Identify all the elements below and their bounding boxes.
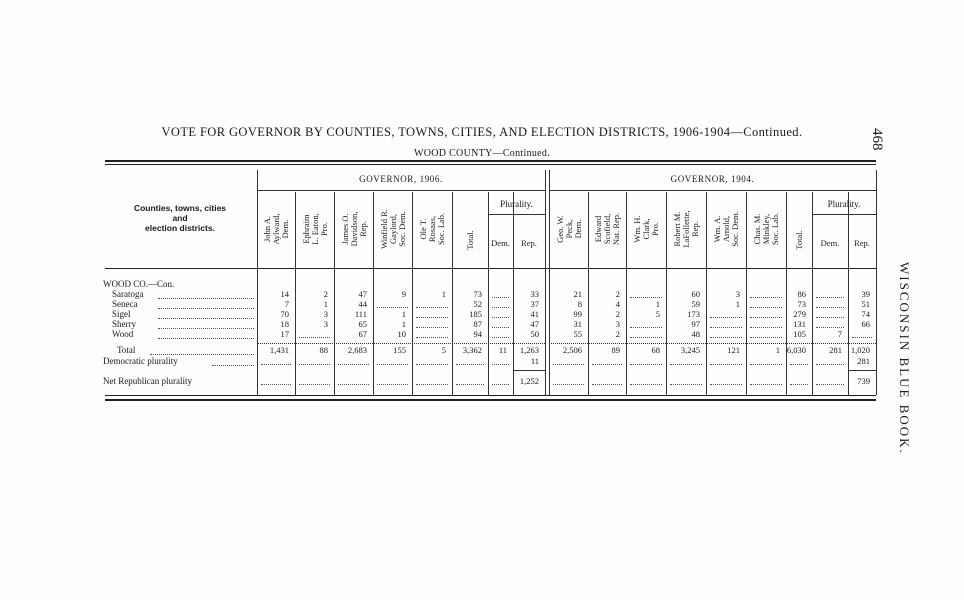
column-header: Ole T. Rosaas, Soc. Lab.	[417, 212, 446, 246]
total-cell: 1,020	[850, 345, 870, 355]
empty-cell-leader	[816, 384, 844, 385]
empty-cell-leader	[630, 327, 662, 328]
dem-plurality-1904: 281	[857, 356, 870, 366]
table-cell: 31	[573, 319, 582, 329]
empty-cell-leader	[710, 337, 742, 338]
empty-cell-leader	[710, 317, 742, 318]
table-cell: 3	[735, 289, 740, 299]
top-rule-2	[105, 164, 876, 165]
empty-cell-leader	[592, 364, 622, 365]
bottom-rule-2	[105, 399, 876, 401]
page-subtitle: WOOD COUNTY—Continued.	[413, 148, 551, 159]
column-divider	[545, 170, 546, 395]
total-cell: 3,362	[462, 345, 482, 355]
table-cell: 44	[358, 299, 367, 309]
empty-cell-leader	[816, 364, 844, 365]
plurality-1906-underline	[488, 214, 545, 215]
top-rule	[105, 160, 876, 162]
table-cell: 1	[655, 299, 660, 309]
empty-cell-leader	[416, 317, 448, 318]
empty-cell-leader	[710, 384, 742, 385]
total-row-name: Total	[117, 345, 136, 355]
net-rep-plurality-name: Net Republican plurality	[103, 376, 192, 386]
empty-cell-leader	[299, 384, 330, 385]
header-bottom-rule	[105, 268, 876, 269]
bottom-rule	[105, 395, 876, 396]
empty-cell-leader	[416, 307, 448, 308]
row-leader	[158, 328, 254, 329]
dem-plurality-1906: 11	[530, 356, 539, 366]
empty-cell-leader	[670, 364, 702, 365]
table-cell: 52	[473, 299, 482, 309]
column-header: Total.	[464, 230, 475, 250]
empty-cell-leader	[553, 384, 584, 385]
plurality-1904-underline	[812, 214, 876, 215]
table-cell: 47	[358, 289, 367, 299]
page-title: VOTE FOR GOVERNOR BY COUNTIES, TOWNS, CITIES, AND ELECTION DISTRICTS, 1906-1904—Continued.	[161, 125, 803, 139]
table-cell: 279	[793, 309, 806, 319]
table-cell: 86	[797, 289, 806, 299]
total-cell: 281	[829, 345, 842, 355]
empty-cell-leader	[299, 364, 330, 365]
row-leader	[158, 298, 254, 299]
total-cell: 3,245	[680, 345, 700, 355]
empty-cell-leader	[710, 327, 742, 328]
empty-cell-leader	[492, 364, 509, 365]
table-cell: 1	[441, 289, 446, 299]
total-cell: 1,263	[519, 345, 539, 355]
empty-cell-leader	[750, 307, 782, 308]
empty-cell-leader	[299, 337, 330, 338]
empty-cell-leader	[816, 327, 844, 328]
table-cell: 1	[401, 309, 406, 319]
table-cell: 7	[284, 299, 289, 309]
empty-cell-leader	[492, 337, 509, 338]
empty-cell-leader	[750, 384, 782, 385]
dem-plurality-leader	[212, 365, 254, 366]
plurality-header-1906: Plurality.	[500, 199, 533, 209]
table-cell: 18	[280, 319, 289, 329]
table-cell: 17	[280, 329, 289, 339]
row-name: Sherry	[112, 319, 136, 329]
column-header: Edward Scofield, Nat. Rep.	[592, 212, 621, 246]
table-cell: 74	[861, 309, 870, 319]
table-cell: 7	[837, 329, 842, 339]
total-cell: 89	[611, 345, 620, 355]
net-rep-1904: 739	[857, 376, 870, 386]
empty-cell-leader	[456, 364, 484, 365]
table-cell: 105	[793, 329, 806, 339]
table-cell: 3	[615, 319, 620, 329]
empty-cell-leader	[492, 297, 509, 298]
column-header: Wm. A. Arnold, Soc. Dem.	[711, 211, 740, 247]
table-cell: 73	[473, 289, 482, 299]
dem-plurality-name: Democratic plurality	[103, 356, 178, 366]
total-cell: 88	[319, 345, 328, 355]
empty-cell-leader	[816, 297, 844, 298]
table-cell: 131	[793, 319, 806, 329]
empty-cell-leader	[852, 337, 872, 338]
table-cell: 8	[577, 299, 582, 309]
county-label: WOOD CO.—Con.	[103, 279, 175, 289]
table-cell: 94	[473, 329, 482, 339]
empty-cell-leader	[338, 384, 369, 385]
table-cell: 185	[469, 309, 482, 319]
column-header: John A. Aylward, Dem.	[261, 213, 290, 245]
empty-cell-leader	[670, 384, 702, 385]
column-divider	[876, 170, 877, 395]
total-rule-1904	[549, 343, 876, 344]
table-cell: 55	[573, 329, 582, 339]
column-header: James O. Davidson, Rep.	[339, 211, 367, 247]
table-cell: 2	[323, 289, 328, 299]
running-head: WISCONSIN BLUE BOOK.	[897, 262, 912, 455]
group-1904-underline	[549, 190, 876, 191]
row-leader	[158, 318, 254, 319]
empty-cell-leader	[492, 384, 509, 385]
table-cell: 3	[323, 319, 328, 329]
total-cell: 6,030	[786, 345, 806, 355]
column-header: Total.	[793, 230, 804, 250]
empty-cell-leader	[750, 317, 782, 318]
total-leader	[150, 354, 254, 355]
empty-cell-leader	[492, 307, 509, 308]
empty-cell-leader	[750, 337, 782, 338]
column-header: Rep.	[854, 238, 870, 248]
empty-cell-leader	[630, 384, 662, 385]
column-header: Wm. H. Clark, Pro.	[631, 215, 660, 243]
empty-cell-leader	[338, 364, 369, 365]
empty-cell-leader	[710, 364, 742, 365]
plurality-header-1904: Plurality.	[827, 199, 861, 209]
table-cell: 59	[691, 299, 700, 309]
empty-cell-leader	[816, 317, 844, 318]
table-cell: 51	[861, 299, 870, 309]
empty-cell-leader	[261, 384, 291, 385]
table-cell: 3	[323, 309, 328, 319]
column-header: Dem.	[820, 238, 840, 248]
table-cell: 60	[691, 289, 700, 299]
column-header: Geo. W. Peck, Dem.	[554, 215, 582, 243]
row-leader	[158, 308, 254, 309]
empty-cell-leader	[456, 384, 484, 385]
total-cell: 1,431	[269, 345, 289, 355]
row-name: Saratoga	[112, 289, 144, 299]
column-header: Robert M. LaFollette, Rep.	[671, 210, 700, 248]
column-header: Chas. M. Minkley, Soc. Lab.	[751, 212, 780, 246]
table-cell: 9	[401, 289, 406, 299]
plurality-sum-rule-1906	[513, 370, 545, 371]
table-cell: 1	[401, 319, 406, 329]
total-cell: 2,683	[347, 345, 367, 355]
total-cell: 121	[727, 345, 740, 355]
empty-cell-leader	[750, 297, 782, 298]
empty-cell-leader	[592, 384, 622, 385]
table-cell: 2	[615, 289, 620, 299]
group-header-1906: GOVERNOR, 1906.	[359, 174, 443, 184]
table-cell: 97	[691, 319, 700, 329]
empty-cell-leader	[416, 327, 448, 328]
table-cell: 67	[358, 329, 367, 339]
empty-cell-leader	[750, 364, 782, 365]
table-cell: 48	[691, 329, 700, 339]
column-header: Dem.	[491, 238, 510, 248]
table-cell: 70	[280, 309, 289, 319]
table-cell: 47	[530, 319, 539, 329]
table-cell: 14	[280, 289, 289, 299]
table-cell: 66	[861, 319, 870, 329]
empty-cell-leader	[790, 384, 808, 385]
empty-cell-leader	[492, 327, 509, 328]
table-cell: 2	[615, 329, 620, 339]
table-cell: 39	[861, 289, 870, 299]
empty-cell-leader	[492, 317, 509, 318]
table-cell: 21	[573, 289, 582, 299]
total-cell: 2,506	[562, 345, 582, 355]
group-1906-underline	[257, 190, 545, 191]
empty-cell-leader	[816, 307, 844, 308]
column-header: Rep.	[521, 238, 537, 248]
empty-cell-leader	[377, 364, 408, 365]
plurality-sum-rule-1904	[848, 370, 876, 371]
group-header-1904: GOVERNOR, 1904.	[670, 174, 755, 184]
column-header: Ephraim L. Eaton, Pro.	[300, 213, 328, 245]
table-cell: 33	[530, 289, 539, 299]
empty-cell-leader	[377, 307, 408, 308]
total-cell: 11	[498, 345, 507, 355]
table-cell: 173	[687, 309, 700, 319]
table-cell: 4	[615, 299, 620, 309]
table-cell: 87	[473, 319, 482, 329]
empty-cell-leader	[377, 384, 408, 385]
table-cell: 111	[354, 309, 367, 319]
empty-cell-leader	[630, 364, 662, 365]
total-cell: 1	[775, 345, 780, 355]
table-cell: 99	[573, 309, 582, 319]
row-leader	[158, 338, 254, 339]
empty-cell-leader	[261, 364, 291, 365]
total-cell: 5	[441, 345, 446, 355]
total-rule-1906	[257, 343, 545, 344]
empty-cell-leader	[790, 364, 808, 365]
table-cell: 37	[530, 299, 539, 309]
empty-cell-leader	[630, 297, 662, 298]
empty-cell-leader	[416, 364, 448, 365]
row-name: Wood	[112, 329, 134, 339]
empty-cell-leader	[630, 337, 662, 338]
table-cell: 2	[615, 309, 620, 319]
table-cell: 1	[323, 299, 328, 309]
page-number: 468	[869, 128, 885, 151]
table-cell: 65	[358, 319, 367, 329]
table-cell: 73	[797, 299, 806, 309]
row-name: Seneca	[112, 299, 138, 309]
net-rep-1906: 1,252	[519, 376, 539, 386]
table-cell: 10	[397, 329, 406, 339]
row-name: Sigel	[112, 309, 131, 319]
empty-cell-leader	[416, 337, 448, 338]
empty-cell-leader	[553, 364, 584, 365]
total-cell: 68	[651, 345, 660, 355]
table-cell: 41	[530, 309, 539, 319]
total-cell: 155	[393, 345, 406, 355]
table-cell: 50	[530, 329, 539, 339]
table-cell: 5	[655, 309, 660, 319]
empty-cell-leader	[750, 327, 782, 328]
empty-cell-leader	[416, 384, 448, 385]
stub-header: Counties, towns, cities and election districts.	[133, 203, 227, 233]
column-header: Winfield R. Gaylord, Soc. Dem.	[378, 209, 406, 249]
table-cell: 1	[735, 299, 740, 309]
